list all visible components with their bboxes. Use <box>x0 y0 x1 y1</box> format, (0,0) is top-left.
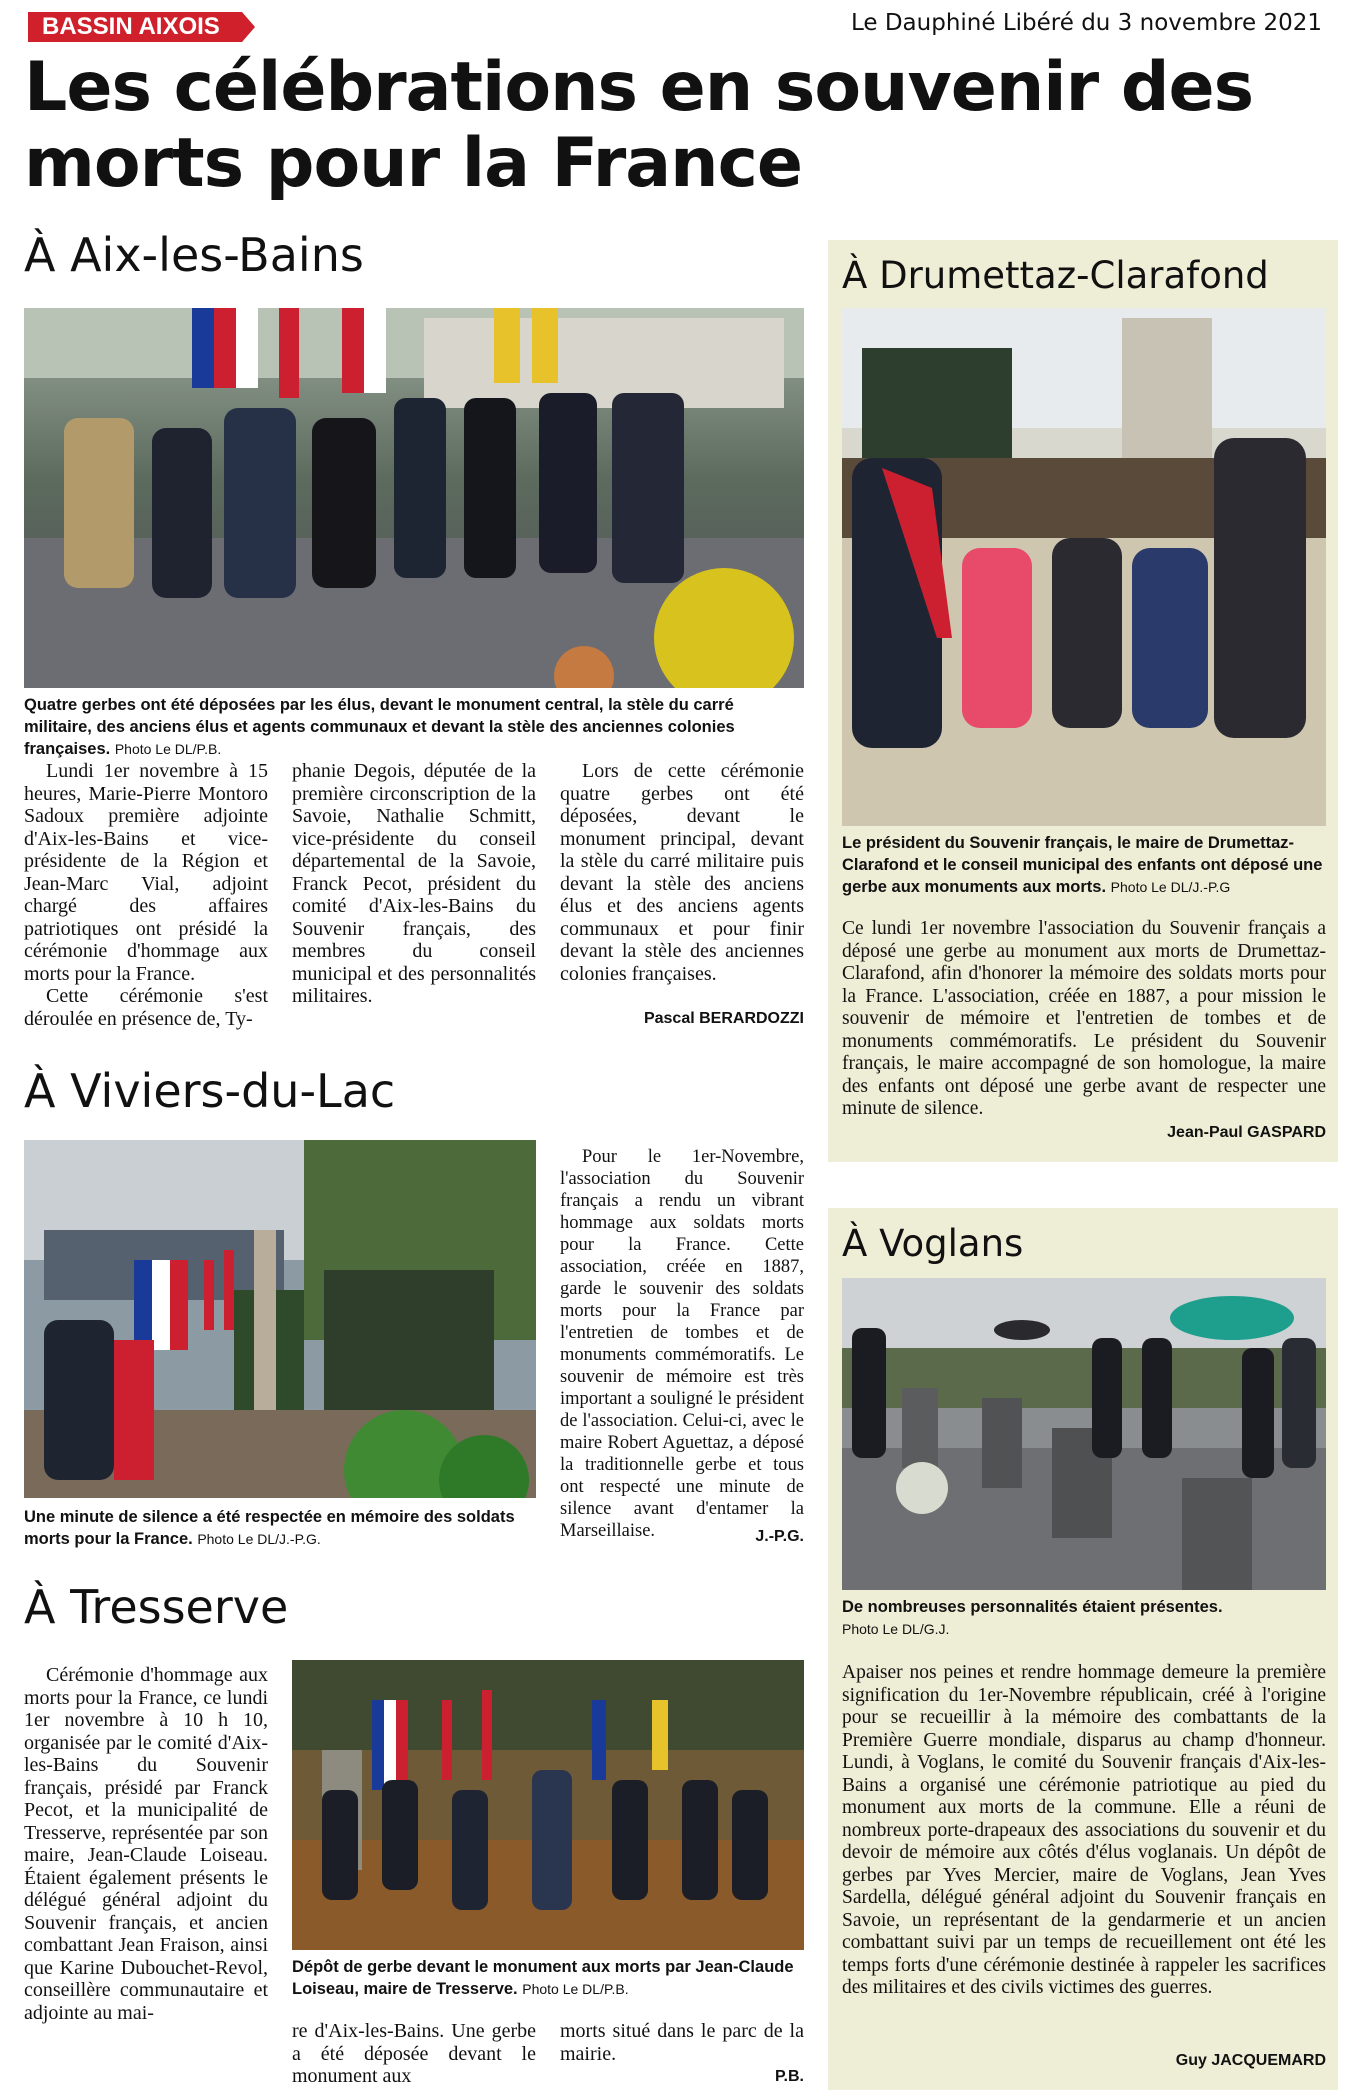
aix-column-3: Lors de cette cérémonie quatre gerbes ont été déposées, devant le monument principal, devant la stèle du carré militaire puis devant la stèle des anciens élus et des anciens agents communaux et pour finir devant la stèle des anciennes colonies françaises. <box>560 760 804 985</box>
voglans-signature: Guy JACQUEMARD <box>1175 2052 1326 2069</box>
heading-drumettaz: À Drumettaz-Clarafond <box>842 254 1269 297</box>
heading-voglans: À Voglans <box>842 1222 1024 1265</box>
drumettaz-signature: Jean-Paul GASPARD <box>1167 1124 1326 1141</box>
photo-voglans-ceremony <box>842 1278 1326 1590</box>
caption-drumettaz: Le président du Souvenir français, le maire de Drumettaz-Clarafond et le conseil municipal des enfants ont déposé une gerbe aux monuments aux morts. Photo Le DL/J.-P.G <box>842 834 1323 896</box>
newspaper-source: Le Dauphiné Libéré du 3 novembre 2021 <box>850 10 1322 36</box>
aix-column-1: Lundi 1er novembre à 15 heures, Marie-Pierre Montoro Sadoux première adjointe d'Aix-les-Bains et vice-présidente de la Région et Jean-Marc Vial, adjoint chargé des affaires patriotiques ont présidé la cérémonie d'hommage aux morts pour la France. Cette cérémonie s'est déroulée en présence de, Ty- <box>24 760 268 1030</box>
tresserve-column-1: Cérémonie d'hommage aux morts pour la France, ce lundi 1er novembre à 10 h 10, organisée par le comité d'Aix-les-Bains du Souvenir français, présidé par Franck Pecot, et la municipalité de Tresserve, représentée par son maire, Jean-Claude Loiseau. Étaient également présents le délégué général adjoint du Souvenir français, et ancien combattant Jean Fraison, ainsi que Karine Dubouchet-Revol, conseillère communautaire et adjointe au mai- <box>24 1664 268 2024</box>
tresserve-column-3: morts situé dans le parc de la mairie. <box>560 2020 804 2065</box>
heading-tresserve: À Tresserve <box>24 1580 289 1634</box>
voglans-text: Apaiser nos peines et rendre hommage demeure la première signification du 1er-Novembre républicain, créé à l'origine pour se recueillir à la mémoire des combattants de la Première Guerre mondiale, disparus au champ d'honneur. Lundi, à Voglans, le comité du Souvenir français d'Aix-les-Bains a organisé une cérémonie patriotique au pied du monument aux morts de la commune. Elle a réuni de nombreux porte-drapeaux des associations du souvenir et du devoir de mémoire aux côtés d'élus voglanais. Un dépôt de gerbes par Yves Mercier, maire de Voglans, Jean Yves Sardella, délégué général adjoint du Souvenir français en Savoie, un représentant de la gendarmerie et un ancien combattant suivi par un temps de recueillement ont été les temps forts d'une cérémonie destinée à rappeler les sacrifices des militaires et des civils victimes des guerres. <box>842 1662 1326 1998</box>
page-headline: Les célébrations en souvenir des morts pour la France <box>24 48 1254 203</box>
caption-voglans: De nombreuses personnalités étaient présentes. Photo Le DL/G.J. <box>842 1598 1223 1637</box>
caption-tresserve: Dépôt de gerbe devant le monument aux morts par Jean-Claude Loiseau, maire de Tresserve. Photo Le DL/P.B. <box>292 1958 794 1998</box>
heading-viviers: À Viviers-du-Lac <box>24 1064 396 1118</box>
caption-viviers: Une minute de silence a été respectée en mémoire des soldats morts pour la France. Photo Le DL/J.-P.G. <box>24 1508 515 1548</box>
photo-tresserve-monument <box>292 1660 804 1950</box>
viviers-signature: J.-P.G. <box>755 1528 804 1545</box>
photo-drumettaz-monument <box>842 308 1326 826</box>
photo-viviers-monument <box>24 1140 536 1498</box>
photo-aix-ceremony <box>24 308 804 688</box>
tresserve-column-2: re d'Aix-les-Bains. Une gerbe a été déposée devant le monument aux <box>292 2020 536 2087</box>
section-rubric: BASSIN AIXOIS <box>28 12 242 42</box>
tresserve-signature: P.B. <box>774 2068 804 2085</box>
viviers-text: Pour le 1er-Novembre, l'association du Souvenir français a rendu un vibrant hommage aux soldats morts pour la France. Cette association, créée en 1887, garde le souvenir des soldats morts pour la France par l'entretien de tombes et de monuments commémoratifs. Le souvenir de mémoire est très important a souligné le président de l'association. Celui-ci, avec le maire Robert Aguettaz, a déposé la traditionnelle gerbe et tous ont respecté une minute de silence avant d'entamer la Marseillaise. <box>560 1147 804 1541</box>
heading-aix: À Aix-les-Bains <box>24 228 364 282</box>
aix-column-2: phanie Degois, députée de la première circonscription de la Savoie, Nathalie Schmitt, vice-présidente du conseil départemental de la Savoie, Franck Pecot, président du comité d'Aix-les-Bains du Souvenir français, des membres du conseil municipal et des personnalités militaires. <box>292 760 536 1007</box>
caption-aix: Quatre gerbes ont été déposées par les élus, devant le monument central, la stèle du carré militaire, des anciens élus et agents communaux et devant la stèle des anciennes colonies françaises. Photo Le DL/P.B. <box>24 696 735 758</box>
aix-signature: Pascal BERARDOZZI <box>643 1010 804 1027</box>
drumettaz-text: Ce lundi 1er novembre l'association du Souvenir français a déposé une gerbe au monument aux morts de Drumettaz-Clarafond, afin d'honorer la mémoire des soldats morts pour la France. L'association, créée en 1887, a pour mission le souvenir de mémoire et l'entretien de tombes et de monuments commémoratifs. Le président du Souvenir français, le maire accompagné de son homologue, la maire des enfants ont déposé une gerbe avant de respecter une minute de silence. <box>842 918 1326 1119</box>
